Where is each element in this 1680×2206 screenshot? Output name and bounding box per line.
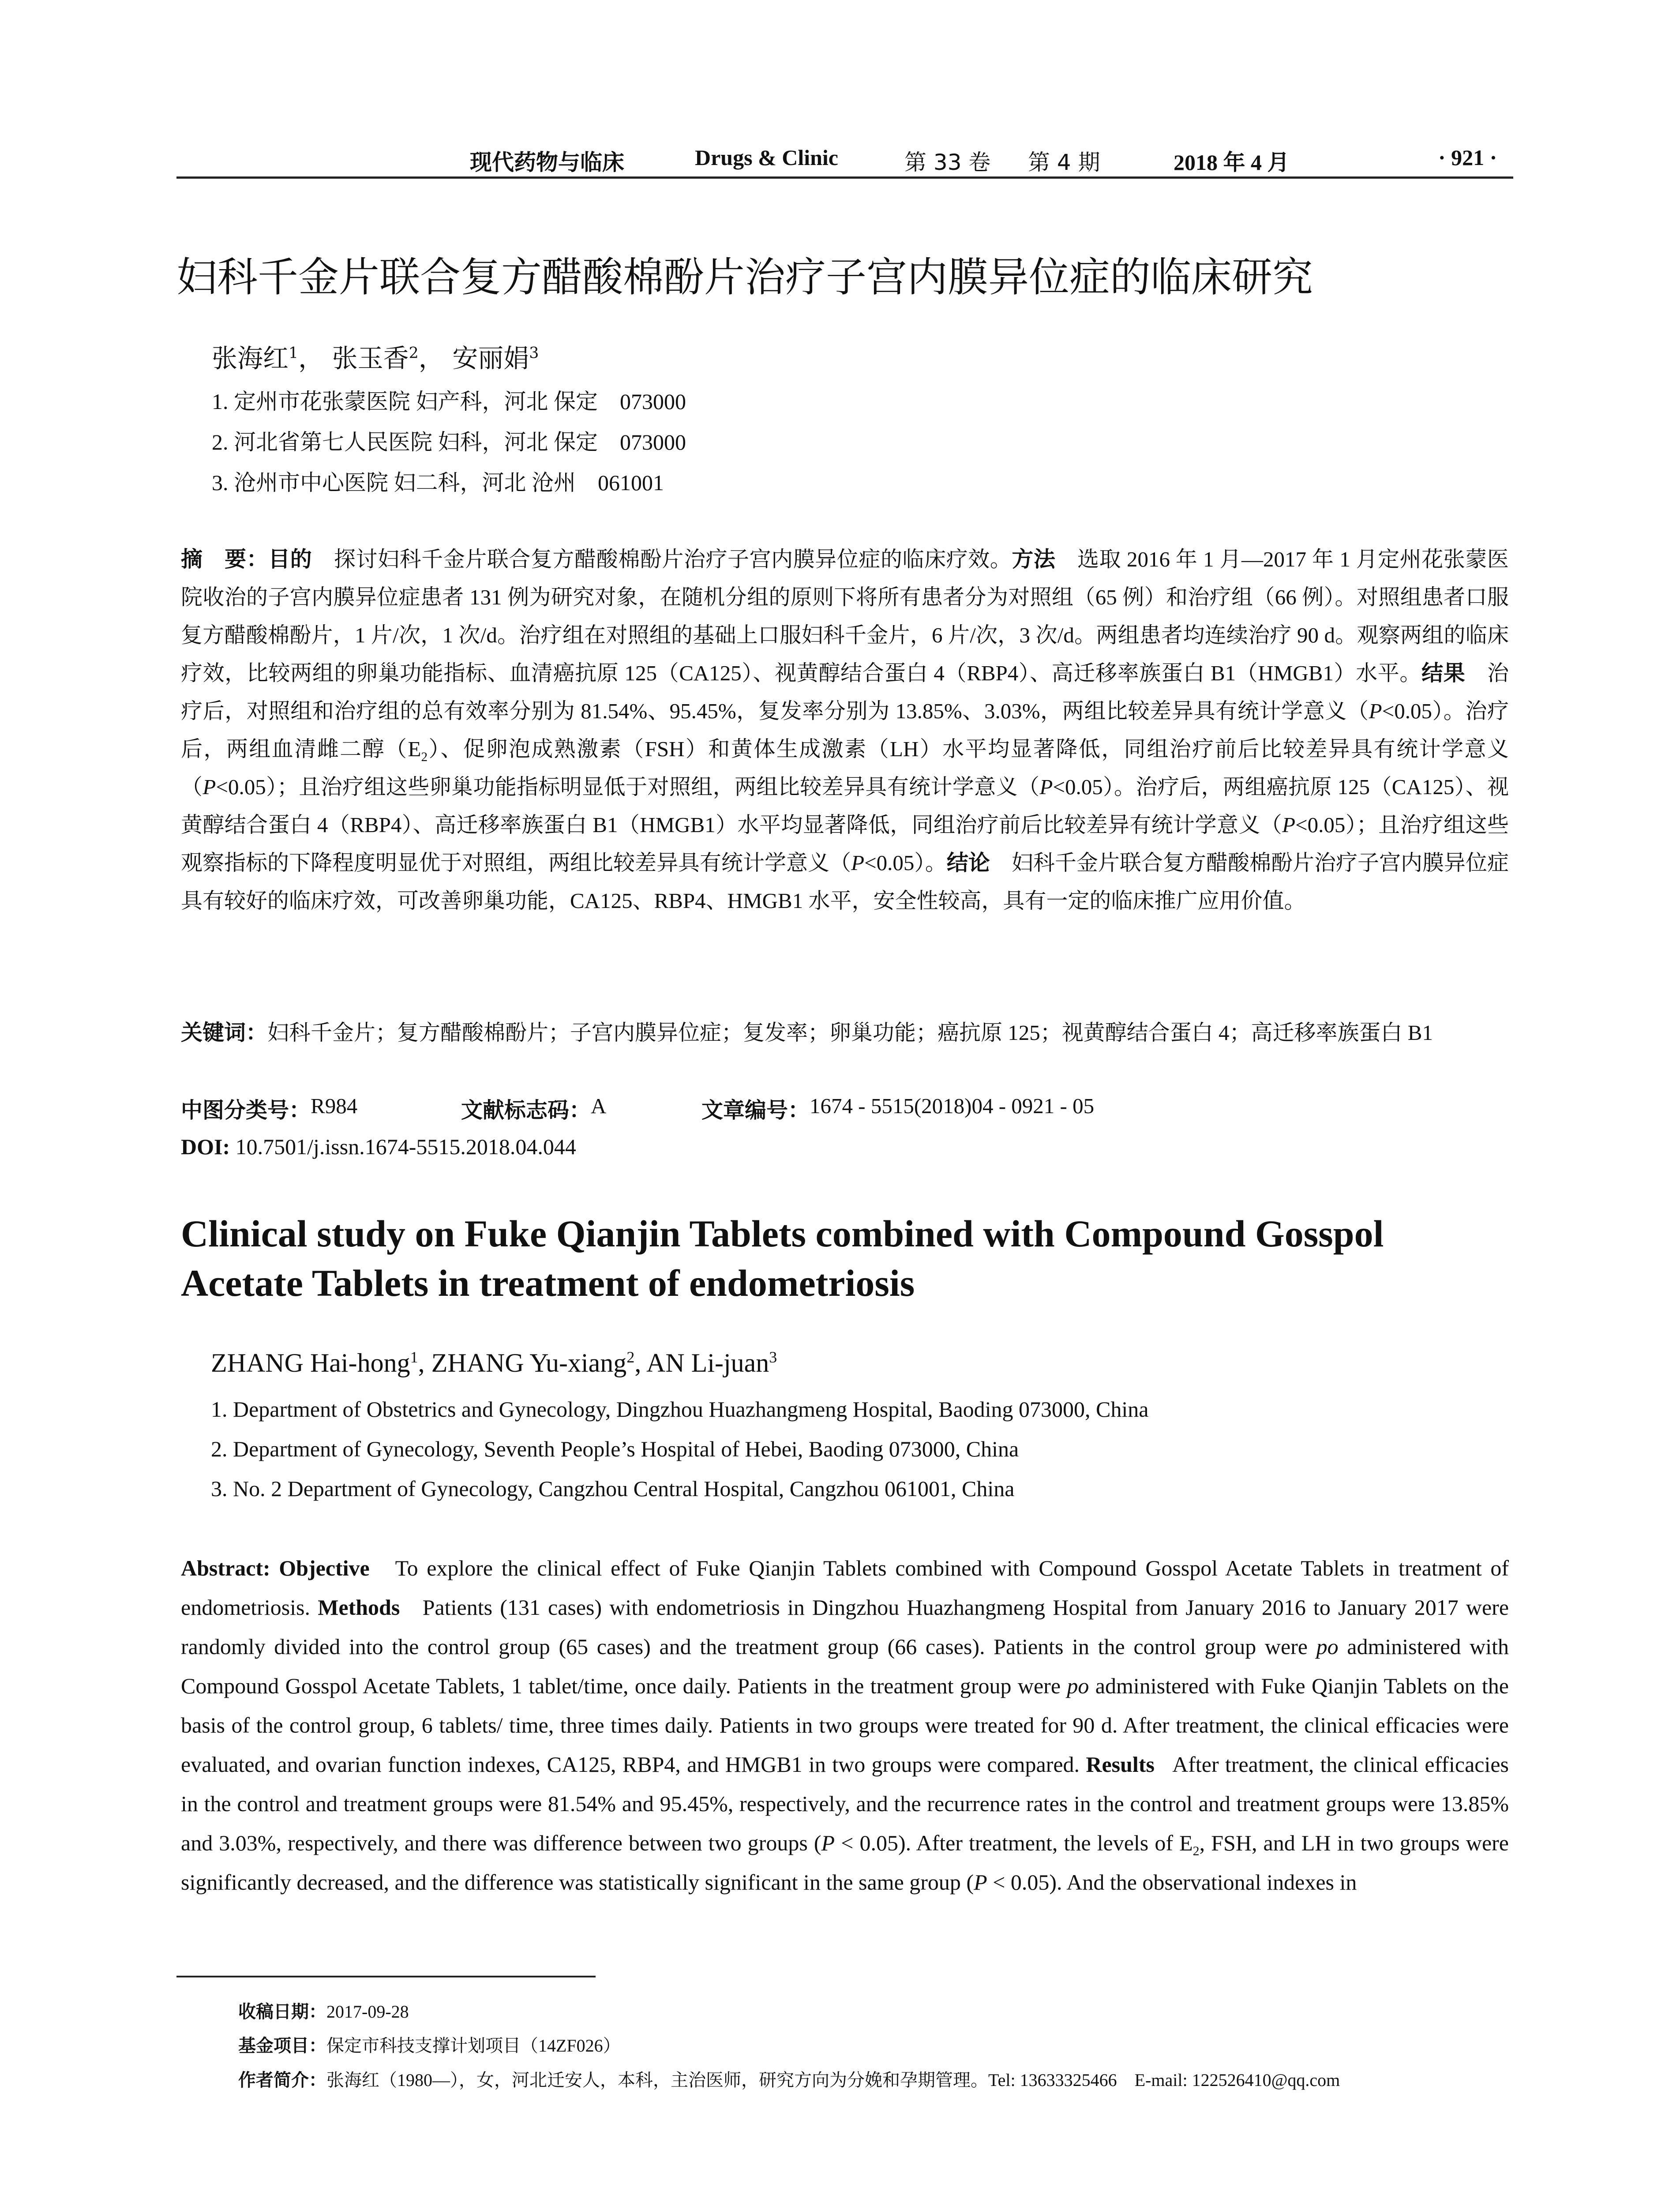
p-symbol: P <box>1369 699 1382 723</box>
doc-code-value: A <box>591 1094 607 1118</box>
author-separator: , <box>418 1348 431 1377</box>
keywords-text: 妇科千金片；复方醋酸棉酚片；子宫内膜异位症；复发率；卵巢功能；癌抗原 125；视黄醇结合蛋白 4；高迁移率族蛋白 B1 <box>267 1020 1433 1045</box>
results-text: <0.05）。治疗后，两组血清雌二醇（E <box>181 699 1509 761</box>
abstract-en <box>181 1549 1509 1902</box>
running-header <box>176 140 1513 176</box>
footnote-label: 作者简介： <box>238 2070 326 2090</box>
objective-label: 目的 <box>268 547 312 572</box>
abstract-cn <box>181 540 1509 920</box>
methods-label: 方法 <box>1012 547 1056 572</box>
results-label: 结果 <box>1421 660 1466 686</box>
keywords-label: 关键词： <box>181 1020 268 1045</box>
footnote-received <box>238 1998 409 2023</box>
doi-value: 10.7501/j.issn.1674-5515.2018.04.044 <box>235 1134 576 1159</box>
objective-text: To explore the clinical effect of Fuke Qianjin Tablets combined with Compound Gosspol Acetate Tablets in treatment of endometriosis. <box>181 1556 1509 1620</box>
author-name: 张海红 <box>212 343 289 373</box>
results-text: < 0.05). After treatment, the levels of E <box>835 1831 1193 1855</box>
author-separator: ， <box>298 343 324 373</box>
results-text: After treatment, the clinical efficacies in the control and treatment groups were 81.54% and 95.45%, respectively, and the recurrence rates in the control and treatment groups were 13.85% and 3.03%, respectively, and there was difference between two groups ( <box>181 1752 1509 1855</box>
results-text: <0.05）。 <box>864 851 947 875</box>
journal-name-cn: 现代药物与临床 <box>470 150 624 175</box>
clc-label: 中图分类号： <box>181 1098 311 1123</box>
methods-text: administered with Compound Gosspol Acetate Tablets, 1 tablet/time, once daily. Patients in the treatment group were <box>181 1634 1509 1698</box>
p-symbol: P <box>974 1870 987 1895</box>
author-affil-mark: 3 <box>769 1348 777 1366</box>
footnote-label: 基金项目： <box>238 2036 326 2056</box>
article-title-cn: 妇科千金片联合复方醋酸棉酚片治疗子宫内膜异位症的临床研究 <box>176 254 1313 301</box>
author-separator: , <box>634 1348 647 1377</box>
author-name: 安丽娟 <box>452 343 529 373</box>
article-number-value: 1674 - 5515(2018)04 - 0921 - 05 <box>810 1094 1095 1118</box>
author-name: AN Li-juan <box>646 1348 769 1377</box>
subscript: 2 <box>421 750 428 764</box>
author-name: ZHANG Yu-xiang <box>431 1348 627 1377</box>
footnote-text: 保定市科技支撑计划项目（14ZF026） <box>326 2036 621 2056</box>
po-term: po <box>1067 1673 1089 1698</box>
author-list-cn <box>212 338 539 375</box>
affiliation-cn-2: 2. 河北省第七人民医院 妇科，河北 保定 073000 <box>212 430 686 454</box>
conclusion-text: 妇科千金片联合复方醋酸棉酚片治疗子宫内膜异位症具有较好的临床疗效，可改善卵巢功能，CA125、RBP4、HMGB1 水平，安全性较高，具有一定的临床推广应用价值。 <box>181 851 1509 913</box>
p-symbol: P <box>1282 813 1296 837</box>
abstract-label: 摘 要： <box>181 547 269 572</box>
results-text: <0.05）；且治疗组这些观察指标的下降程度明显优于对照组，两组比较差异具有统计学意义（ <box>181 813 1509 875</box>
p-symbol: P <box>1039 775 1053 799</box>
results-text: 治疗后，对照组和治疗组的总有效率分别为 81.54%、95.45%，复发率分别为 13.85%、3.03%，两组比较差异具有统计学意义（ <box>181 661 1509 723</box>
conclusion-label: 结论 <box>946 850 990 875</box>
doi-label: DOI: <box>181 1134 230 1159</box>
results-text: , FSH, and LH in two groups were significantly decreased, and the difference was statistically significant in the same group ( <box>181 1831 1509 1895</box>
methods-label: Methods <box>318 1595 400 1620</box>
header-rule <box>176 176 1513 179</box>
article-number-field <box>701 1093 1095 1124</box>
author-name: ZHANG Hai-hong <box>211 1348 410 1377</box>
author-name: 张玉香 <box>332 343 409 373</box>
issue: 第 4 期 <box>1028 150 1100 175</box>
article-number-label: 文章编号： <box>701 1098 810 1123</box>
author-affil-mark: 2 <box>409 344 419 362</box>
objective-text: 探讨妇科千金片联合复方醋酸棉酚片治疗子宫内膜异位症的临床疗效。 <box>334 547 1012 571</box>
p-symbol: P <box>821 1831 835 1855</box>
page-number: · 921 · <box>1438 145 1497 170</box>
doi-line <box>181 1134 576 1159</box>
affiliation-en-1: 1. Department of Obstetrics and Gynecology, Dingzhou Huazhangmeng Hospital, Baoding 073000, China <box>211 1397 1149 1422</box>
author-affil-mark: 3 <box>529 344 539 362</box>
methods-text: 选取 2016 年 1 月—2017 年 1 月定州花张蒙医院收治的子宫内膜异位症患者 131 例为研究对象，在随机分组的原则下将所有患者分为对照组（65 例）和治疗组（66 例）。对照组患者口服复方醋酸棉酚片，1 片/次，1 次/d。治疗组在对照组的基础上口服妇科千金片，6 片/次，3 次/d。两组患者均连续治疗 90 d。观察两组的临床疗效，比较两组的卵巢功能指标、血清癌抗原 125（CA125）、视黄醇结合蛋白 4（RBP4）、高迁移率族蛋白 B1（HMGB1）水平。 <box>181 547 1509 685</box>
author-affil-mark: 1 <box>289 344 299 362</box>
issue-date: 2018 年 4 月 <box>1174 150 1290 175</box>
article-title-en: Clinical study on Fuke Qianjin Tablets combined with Compound Gosspol Acetate Tablets in treatment of endometriosis <box>181 1212 1384 1304</box>
p-symbol: P <box>202 775 216 799</box>
affiliation-en-2: 2. Department of Gynecology, Seventh People’s Hospital of Hebei, Baoding 073000, China <box>211 1437 1019 1461</box>
volume: 第 33 卷 <box>904 150 991 175</box>
clc-field <box>181 1093 358 1124</box>
results-text: < 0.05). And the observational indexes in <box>987 1870 1357 1895</box>
results-text: <0.05）；且治疗组这些卵巢功能指标明显低于对照组，两组比较差异具有统计学意义（ <box>216 775 1040 799</box>
affiliation-cn-1: 1. 定州市花张蒙医院 妇产科，河北 保定 073000 <box>212 389 686 414</box>
keywords-cn <box>181 1014 1509 1052</box>
author-affil-mark: 2 <box>626 1348 635 1366</box>
affiliation-en-3: 3. No. 2 Department of Gynecology, Cangzhou Central Hospital, Cangzhou 061001, China <box>211 1476 1015 1501</box>
footnote-author-bio <box>238 2066 1340 2091</box>
methods-text: Patients (131 cases) with endometriosis in Dingzhou Huazhangmeng Hospital from January 2016 to January 2017 were randomly divided into the control group (65 cases) and the treatment group (66 cases). Patients in the control group were <box>181 1595 1509 1659</box>
affiliation-cn-3: 3. 沧州市中心医院 妇二科，河北 沧州 061001 <box>212 470 664 495</box>
results-text: ）、促卵泡成熟激素（FSH）和黄体生成激素（LH）水平均显著降低，同组治疗前后比较差异具有统计学意义（ <box>181 737 1509 799</box>
author-list-en <box>211 1348 777 1378</box>
methods-text: administered with Fuke Qianjin Tablets on the basis of the control group, 6 tablets/ time, three times daily. Patients in two groups were treated for 90 d. After treatment, the clinical efficacies were evaluated, and ovarian function indexes, CA125, RBP4, and HMGB1 in two groups were compared. <box>181 1673 1509 1777</box>
footnote-label: 收稿日期： <box>238 2002 326 2022</box>
po-term: po <box>1316 1634 1339 1659</box>
p-symbol: P <box>851 851 864 875</box>
author-separator: ， <box>418 343 444 373</box>
doc-code-field <box>461 1093 607 1124</box>
footnote-text: 2017-09-28 <box>326 2002 409 2022</box>
author-affil-mark: 1 <box>410 1348 418 1366</box>
footnote-text: 张海红（1980—），女，河北迁安人，本科，主治医师，研究方向为分娩和孕期管理。Tel: 13633325466 E-mail: 122526410@qq.com <box>326 2070 1340 2090</box>
abstract-objective-label: Abstract: Objective <box>181 1556 370 1580</box>
subscript: 2 <box>1192 1844 1200 1858</box>
results-label: Results <box>1086 1752 1155 1777</box>
footnote-rule <box>176 1976 596 1977</box>
footnote-fund <box>238 2032 621 2057</box>
results-text: <0.05）。治疗后，两组癌抗原 125（CA125）、视黄醇结合蛋白 4（RBP4）、高迁移率族蛋白 B1（HMGB1）水平均显著降低，同组治疗前后比较差异有统计学意义（ <box>181 775 1509 837</box>
journal-name-en: Drugs & Clinic <box>695 145 838 170</box>
clc-value: R984 <box>311 1094 358 1118</box>
doc-code-label: 文献标志码： <box>461 1098 591 1123</box>
